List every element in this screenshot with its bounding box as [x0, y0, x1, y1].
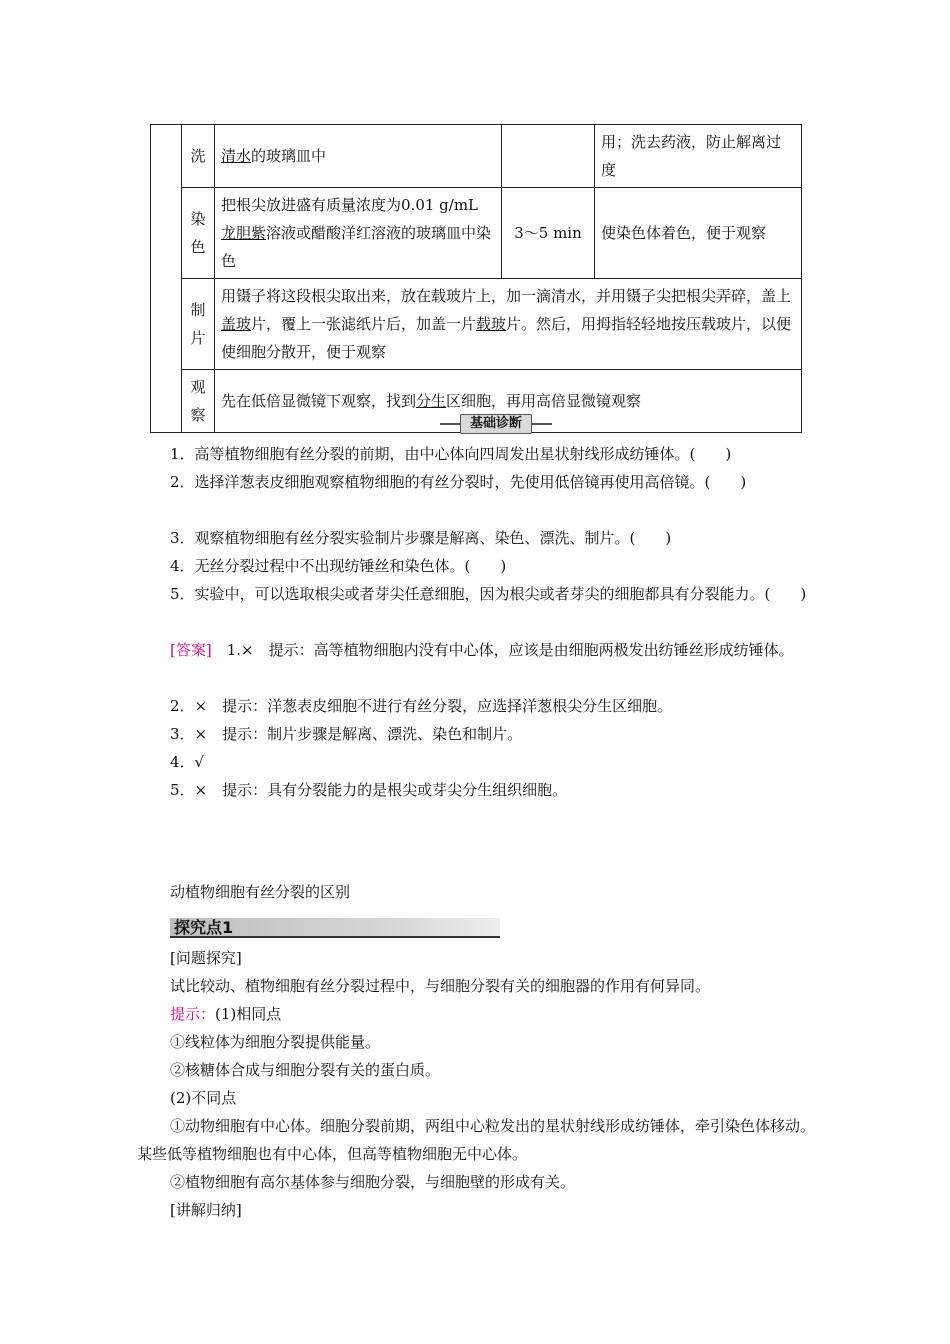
question-heading: [问题探究] — [170, 949, 242, 967]
answer-item: 3．× 提示：制片步骤是解离、漂洗、染色和制片。 — [170, 725, 523, 743]
step-time: 3～5 min — [502, 188, 595, 279]
hint-item: ②核糖体合成与细胞分裂有关的蛋白质。 — [170, 1061, 441, 1079]
hint-item: ①线粒体为细胞分裂提供能量。 — [170, 1033, 381, 1051]
step-name: 制片 — [182, 279, 215, 370]
step-name: 观察 — [182, 370, 215, 433]
step-method: 清水的玻璃皿中 — [215, 125, 502, 188]
diagnosis-item: 3．观察植物细胞有丝分裂实验制片步骤是解离、染色、漂洗、制片。( ) — [170, 529, 672, 547]
hint-item: ②植物细胞有高尔基体参与细胞分裂，与细胞壁的形成有关。 — [170, 1173, 576, 1191]
hint-item: (2)不同点 — [170, 1089, 237, 1107]
answer-block: [答案] 1.× 提示：高等植物细胞内没有中心体，应该是由细胞两极发出纺锤丝形成纺锤体。 — [170, 641, 794, 659]
table-row — [151, 279, 802, 370]
procedure-table — [150, 124, 802, 433]
step-method: 用镊子将这段根尖取出来，放在载玻片上，加一滴清水，并用镊子尖把根尖弄碎，盖上盖玻片，覆上一张滤纸片后，加盖一片载玻片。然后，用拇指轻轻地按压载玻片，以便使细胞分散开，便于观察 — [215, 279, 802, 370]
hint-item: ①动物细胞有中心体。细胞分裂前期，两组中心粒发出的星状射线形成纺锤体，牵引染色体移动。某些低等植物细胞也有中心体，但高等植物细胞无中心体。 — [137, 1117, 816, 1163]
diagnosis-item: 1．高等植物细胞有丝分裂的前期，由中心体向四周发出星状射线形成纺锤体。( ) — [170, 445, 732, 463]
question-text: 试比较动、植物细胞有丝分裂过程中，与细胞分裂有关的细胞器的作用有何异同。 — [170, 977, 711, 995]
step-purpose: 用；洗去药液，防止解离过度 — [595, 125, 802, 188]
step-name: 洗 — [182, 125, 215, 188]
table-row — [151, 125, 802, 188]
step-name: 染色 — [182, 188, 215, 279]
step-method: 先在低倍显微镜下观察，找到分生区细胞，再用高倍显微镜观察 — [215, 370, 802, 433]
summary-heading: [讲解归纳] — [170, 1201, 242, 1219]
diagnosis-badge: 基础诊断 — [440, 414, 552, 434]
step-purpose: 使染色体着色，便于观察 — [595, 188, 802, 279]
hint-line: 提示：(1)相同点 — [170, 1005, 282, 1023]
answer-item: 4．√ — [170, 753, 205, 771]
answer-label: [答案] — [170, 641, 212, 659]
step-time — [502, 125, 595, 188]
answer-item: 2．× 提示：洋葱表皮细胞不进行有丝分裂，应选择洋葱根尖分生区细胞。 — [170, 697, 673, 715]
section-title: 动植物细胞有丝分裂的区别 — [170, 883, 351, 901]
diagnosis-item: 4．无丝分裂过程中不出现纺锤丝和染色体。( ) — [170, 557, 507, 575]
table-row — [151, 188, 802, 279]
answer-item: 5．× 提示：具有分裂能力的是根尖或芽尖分生组织细胞。 — [170, 781, 568, 799]
step-method: 把根尖放进盛有质量浓度为0.01 g/mL 龙胆紫溶液或醋酸洋红溶液的玻璃皿中染色 — [215, 188, 502, 279]
diagnosis-item: 2．选择洋葱表皮细胞观察植物细胞的有丝分裂时，先使用低倍镜再使用高倍镜。( ) — [170, 473, 747, 491]
diagnosis-item: 5．实验中，可以选取根尖或者芽尖任意细胞，因为根尖或者芽尖的细胞都具有分裂能力。( ) — [170, 585, 807, 603]
blank-cell — [151, 125, 182, 433]
hint-label: 提示： — [170, 1005, 216, 1023]
explore-point-banner: 探究点1 — [170, 918, 500, 936]
